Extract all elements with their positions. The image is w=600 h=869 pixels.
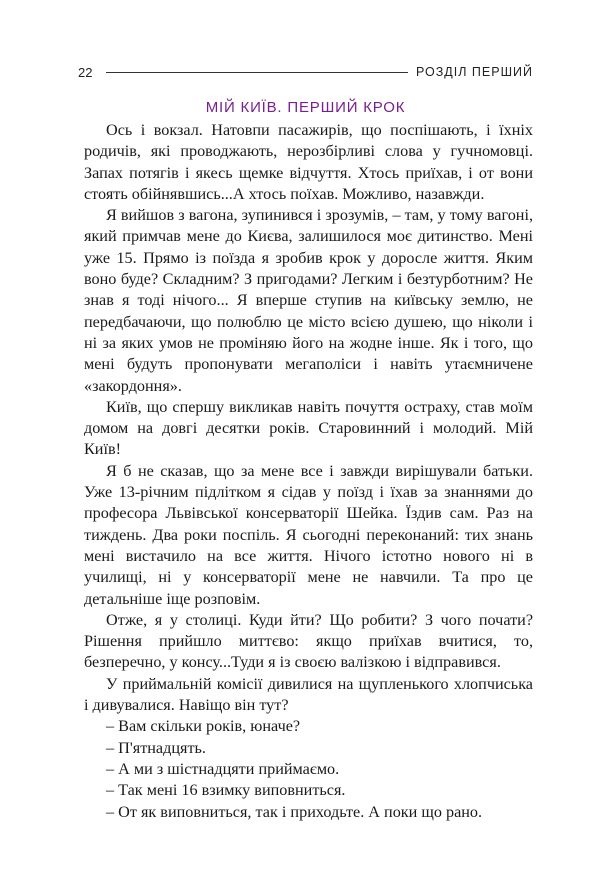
section-title: МІЙ КИЇВ. ПЕРШИЙ КРОК xyxy=(205,99,406,116)
dialogue-line: – П'ятнадцять. xyxy=(106,738,206,757)
body-text xyxy=(84,120,533,823)
paragraph: Ось і вокзал. Натовпи пасажирів, що поспішають, і їхніх родичів, які проводжають, нерозбірливі слова у гучномовці. Запах потягів і якесь щемке відчуття. Хтось приїхав, і от вони стоять обійнявшись...А хтось поїхав. Можливо, назавжди. xyxy=(84,121,533,203)
paragraph: Отже, я у столиці. Куди йти? Що робити? З чого почати? Рішення прийшло миттєво: якщо приїхав вчитися, то, безперечно, у консу...Туди я із своєю валізкою і відправився. xyxy=(84,610,533,672)
paragraph: Я б не сказав, що за мене все і завжди вирішували батьки. Уже 13-річним підлітком я сідав у поїзд і їхав за знаннями до професора Львівської консерваторії Шейка. Їздив сам. Раз на тиждень. Два роки поспіль. Я сьогодні переконаний: тих знань мені вистачило на все життя. Нічого істотно нового ні в училищі, ні у консерваторії мене не навчили. Та про це детальніше іще розповім. xyxy=(84,461,533,608)
paragraph: Київ, що спершу викликав навіть почуття остраху, став моїм домом на довгі десятки років. Старовинний і молодий. Мій Київ! xyxy=(84,397,533,459)
dialogue-line: – А ми з шістнадцяти приймаємо. xyxy=(106,759,340,778)
dialogue-line: – Вам скільки років, юначе? xyxy=(106,717,301,736)
header-rule xyxy=(106,72,407,73)
paragraph: У приймальній комісії дивилися на щупленького хлопчиська і дивувалися. Навіщо він тут? xyxy=(84,674,533,715)
page-number: 22 xyxy=(78,64,93,80)
running-header xyxy=(78,62,533,82)
chapter-title: РОЗДІЛ ПЕРШИЙ xyxy=(415,65,533,79)
paragraph: Я вийшов з вагона, зупинився і зрозумів, – там, у тому вагоні, який примчав мене до Києва, залишилося моє дитинство. Мені уже 15. Прямо із поїзда я зробив крок у доросле життя. Яким воно буде? Складним? З пригодами? Легким і безтурботним? Не знав я тоді нічого... Я вперше ступив на київську землю, не передбачаючи, що полюблю це місто всією душею, що ніколи і ні за яких умов не проміняю його на жодне інше. Як і того, що мені будуть пропонувати мегаполіси і навіть утаємничене «закордоння». xyxy=(84,206,533,395)
dialogue-line: – От як виповниться, так і приходьте. А поки що рано. xyxy=(106,802,483,821)
dialogue-line: – Так мені 16 взимку виповниться. xyxy=(106,781,346,800)
